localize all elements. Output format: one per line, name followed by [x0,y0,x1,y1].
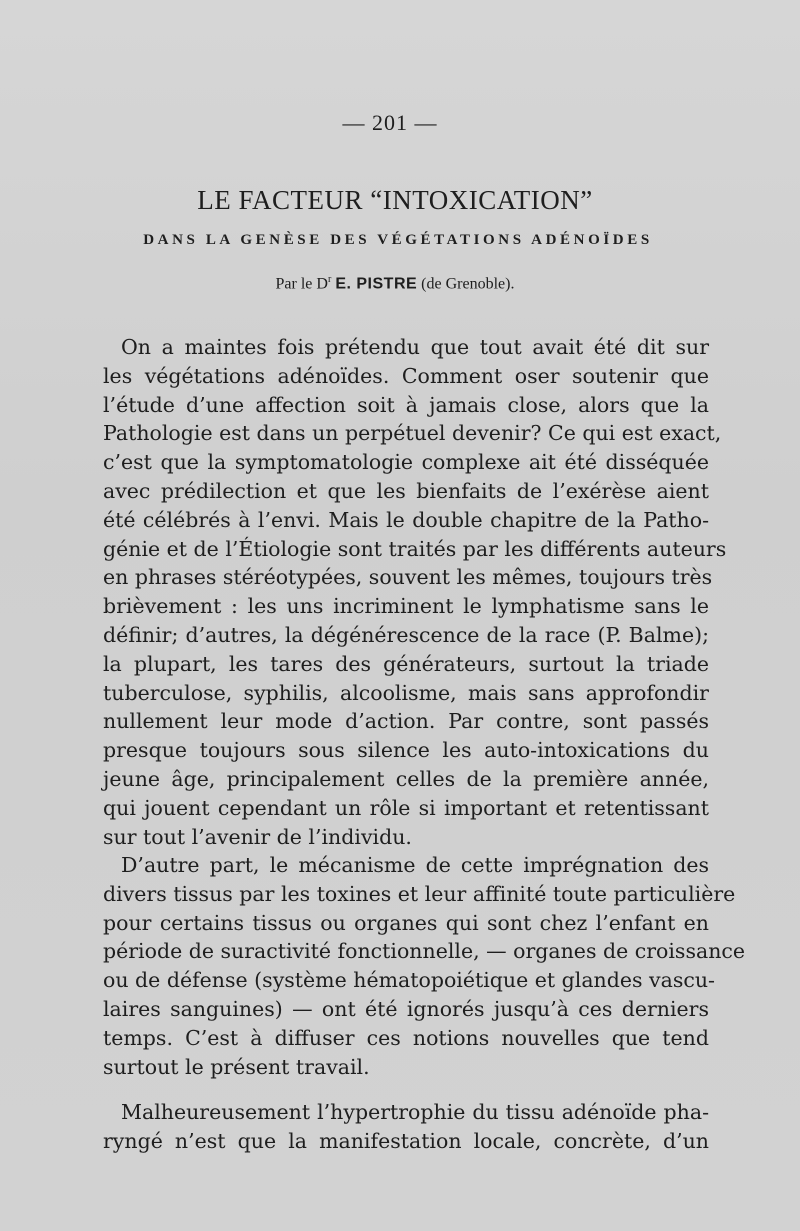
text-line: jeune âge, principalement celles de la première année, [103,766,709,791]
byline-prefix-sup: r [327,274,332,285]
text-line: l’étude d’une affection soit à jamais close, alors que la [103,392,709,417]
byline-affiliation: (de Grenoble). [421,275,515,293]
text-line: pour certains tissus ou organes qui sont chez l’enfant en [103,910,709,935]
text-line: en phrases stéréotypées, souvent les mêmes, toujours très [103,565,713,590]
byline [0,274,790,293]
article-subtitle: DANS LA GENÈSE DES VÉGÉTATIONS ADÉNOÏDES [143,232,653,248]
text-line: la plupart, les tares des générateurs, surtout la triade [103,651,709,676]
text-line: génie et de l’Étiologie sont traités par les différents auteurs [103,536,727,561]
text-line: laires sanguines) — ont été ignorés jusqu’à ces derniers [103,996,709,1021]
text-line: été célébrés à l’envi. Mais le double chapitre de la Patho- [103,507,709,532]
text-line: temps. C’est à diffuser ces notions nouvelles que tend [103,1025,709,1050]
byline-prefix: Par le D [275,275,328,293]
text-line: surtout le présent travail. [103,1054,370,1079]
text-line: sur tout l’avenir de l’individu. [103,824,412,849]
text-line: ryngé n’est que la manifestation locale, concrète, d’un [103,1128,709,1153]
text-line: On a maintes fois prétendu que tout avait été dit sur [121,335,709,359]
article-title: LE FACTEUR “INTOXICATION” [197,185,593,215]
text-line: période de suractivité fonctionnelle, — organes de croissance [103,939,746,964]
text-line: avec prédilection et que les bienfaits de l’exérèse aient [103,478,709,503]
paragraph-1 [103,333,727,851]
text-line: définir; d’autres, la dégénérescence de la race (P. Balme); [103,622,709,647]
text-line: brièvement : les uns incriminent le lymphatisme sans le [103,594,709,619]
paragraph-2 [103,851,746,1081]
paragraph-3 [103,1098,709,1156]
text-line: nullement leur mode d’action. Par contre, sont passés [103,709,709,734]
text-line: Pathologie est dans un perpétuel devenir? Ce qui est exact, [103,421,722,446]
text-line: c’est que la symptomatologie complexe ait été disséquée [103,450,709,475]
text-line: presque toujours sous silence les auto-intoxications du [103,738,709,763]
page-number: — 201 — [342,110,438,135]
text-line: Malheureusement l’hypertrophie du tissu adénoïde pha- [121,1100,709,1124]
author-name: E. PISTRE [335,275,418,293]
text-line: tuberculose, syphilis, alcoolisme, mais sans approfondir [103,680,709,705]
text-line: ou de défense (système hématopoiétique et glandes vascu- [103,968,715,993]
text-line: D’autre part, le mécanisme de cette imprégnation des [121,853,709,877]
text-line: divers tissus par les toxines et leur affinité toute particulière [103,881,736,906]
text-line: les végétations adénoïdes. Comment oser soutenir que [103,363,709,388]
text-line: qui jouent cependant un rôle si important et retentissant [103,795,709,820]
